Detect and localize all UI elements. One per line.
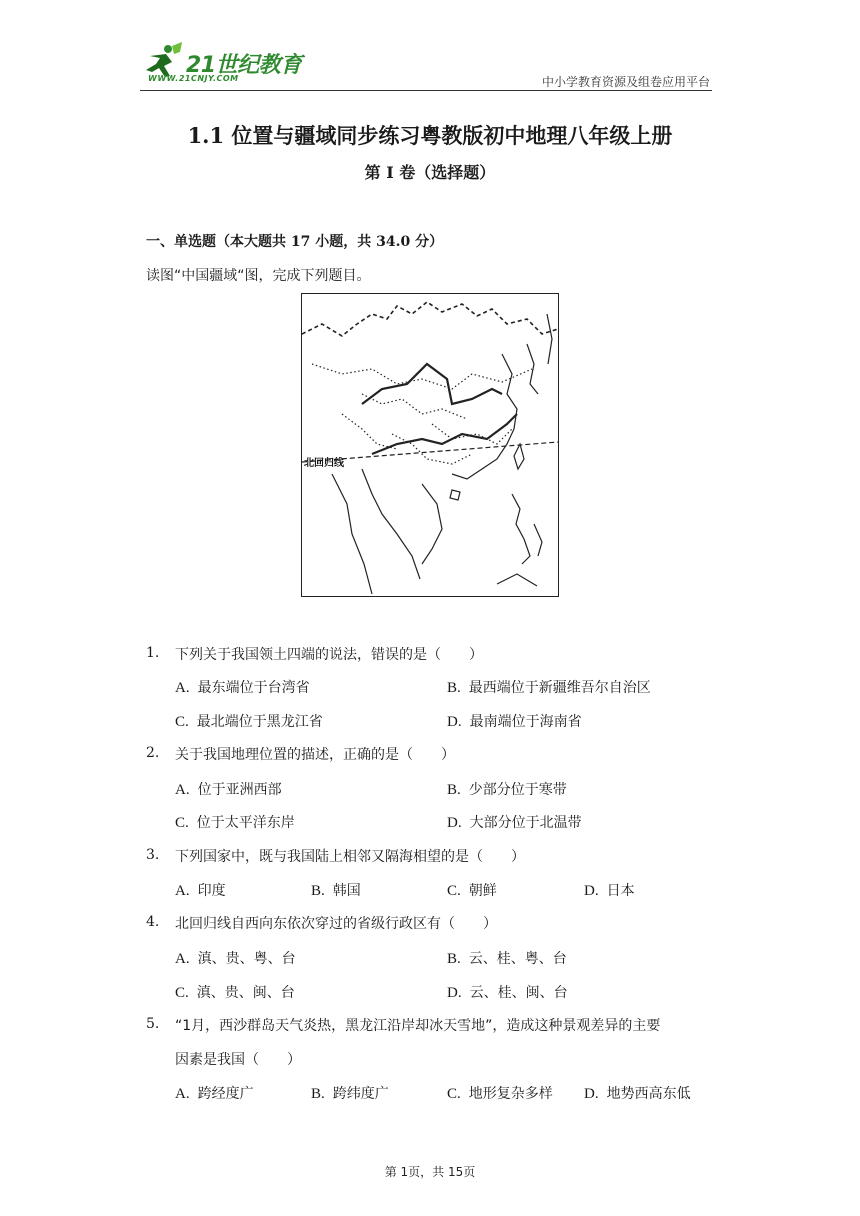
option-text: 最北端位于黑龙江省 <box>196 714 323 730</box>
tropic-of-cancer-label: 北回归线 <box>304 458 344 469</box>
option-letter: D. <box>447 985 462 1001</box>
option[interactable] <box>447 711 582 731</box>
question-text: 下列国家中，既与我国陆上相邻又隔海相望的是（ ） <box>175 849 525 865</box>
question-text: 北回归线自西向东依次穿过的省级行政区有（ ） <box>175 916 497 932</box>
option[interactable] <box>584 880 635 900</box>
option[interactable] <box>175 711 323 731</box>
question-text: 关于我国地理位置的描述，正确的是（ ） <box>175 747 455 763</box>
page-title: 1.1 位置与疆域同步练习粤教版初中地理八年级上册 <box>187 123 673 148</box>
option[interactable] <box>447 982 568 1002</box>
option-letter: D. <box>447 815 462 831</box>
section-intro: 读图“中国疆域“图，完成下列题目。 <box>146 268 371 284</box>
option[interactable] <box>447 812 582 832</box>
option-text: 大部分位于北温带 <box>469 815 582 831</box>
option-letter: A. <box>175 1086 190 1102</box>
option-letter: A. <box>175 782 190 798</box>
option-text: 最南端位于海南省 <box>469 714 582 730</box>
section-heading: 一、单选题（本大题共 17 小题，共 34.0 分） <box>146 234 444 250</box>
option[interactable] <box>175 948 296 968</box>
option-letter: C. <box>175 985 189 1001</box>
option-letter: B. <box>447 782 461 798</box>
question-number: 5. <box>146 1016 160 1032</box>
option-text: 位于太平洋东岸 <box>196 815 295 831</box>
option-letter: B. <box>447 680 461 696</box>
question-number: 4. <box>146 914 160 930</box>
option[interactable] <box>175 982 295 1002</box>
option-text: 朝鲜 <box>468 883 497 899</box>
option[interactable] <box>175 880 226 900</box>
option-letter: B. <box>447 951 461 967</box>
option-text: 最东端位于台湾省 <box>197 680 310 696</box>
option-letter: B. <box>311 1086 325 1102</box>
china-territory-map <box>301 293 559 597</box>
option-text: 云、桂、粤、台 <box>468 951 567 967</box>
option-letter: A. <box>175 680 190 696</box>
page-header <box>140 40 712 92</box>
option[interactable] <box>175 812 295 832</box>
option[interactable] <box>311 1083 389 1103</box>
option-letter: C. <box>175 815 189 831</box>
option-letter: A. <box>175 951 190 967</box>
option[interactable] <box>311 880 361 900</box>
option-text: 印度 <box>197 883 226 899</box>
option-text: 滇、贵、粤、台 <box>197 951 296 967</box>
option[interactable] <box>447 880 497 900</box>
logo <box>140 40 320 88</box>
header-tagline: 中小学教育资源及组卷应用平台 <box>541 75 710 89</box>
option-text: 少部分位于寒带 <box>468 782 567 798</box>
option-letter: B. <box>311 883 325 899</box>
logo-url: WWW.21CNJY.COM <box>148 74 239 83</box>
option[interactable] <box>447 677 651 697</box>
option-text: 跨纬度广 <box>332 1086 389 1102</box>
option[interactable] <box>175 1083 254 1103</box>
option[interactable] <box>447 1083 553 1103</box>
option-letter: D. <box>584 1086 599 1102</box>
option-text: 地势西高东低 <box>606 1086 691 1102</box>
option[interactable] <box>447 948 567 968</box>
question-text: “1月，西沙群岛天气炎热，黑龙江沿岸却冰天雪地”，造成这种景观差异的主要 <box>175 1018 661 1034</box>
option-letter: C. <box>447 1086 461 1102</box>
option-letter: D. <box>447 714 462 730</box>
header-divider <box>140 90 712 91</box>
option-text: 位于亚洲西部 <box>197 782 282 798</box>
question-text: 下列关于我国领土四端的说法，错误的是（ ） <box>175 647 483 663</box>
option-text: 日本 <box>606 883 635 899</box>
option-letter: D. <box>584 883 599 899</box>
option-text: 滇、贵、闽、台 <box>196 985 295 1001</box>
option-letter: A. <box>175 883 190 899</box>
option-text: 地形复杂多样 <box>468 1086 553 1102</box>
option[interactable] <box>447 779 567 799</box>
question-number: 3. <box>146 847 160 863</box>
logo-text: 21世纪教育 <box>186 53 302 78</box>
map-drawing <box>302 294 558 596</box>
option-text: 跨经度广 <box>197 1086 254 1102</box>
option-text: 韩国 <box>332 883 361 899</box>
page-footer: 第 1页，共 15页 <box>384 1165 476 1179</box>
option[interactable] <box>175 779 282 799</box>
question-number: 1. <box>146 645 160 661</box>
option-letter: C. <box>447 883 461 899</box>
question-number: 2. <box>146 745 160 761</box>
option[interactable] <box>584 1083 691 1103</box>
option-text: 云、桂、闽、台 <box>469 985 568 1001</box>
option[interactable] <box>175 677 310 697</box>
question-text-continued: 因素是我国（ ） <box>175 1052 301 1068</box>
option-text: 最西端位于新疆维吾尔自治区 <box>468 680 651 696</box>
option-letter: C. <box>175 714 189 730</box>
page-subtitle: 第 I 卷（选择题） <box>364 163 496 182</box>
